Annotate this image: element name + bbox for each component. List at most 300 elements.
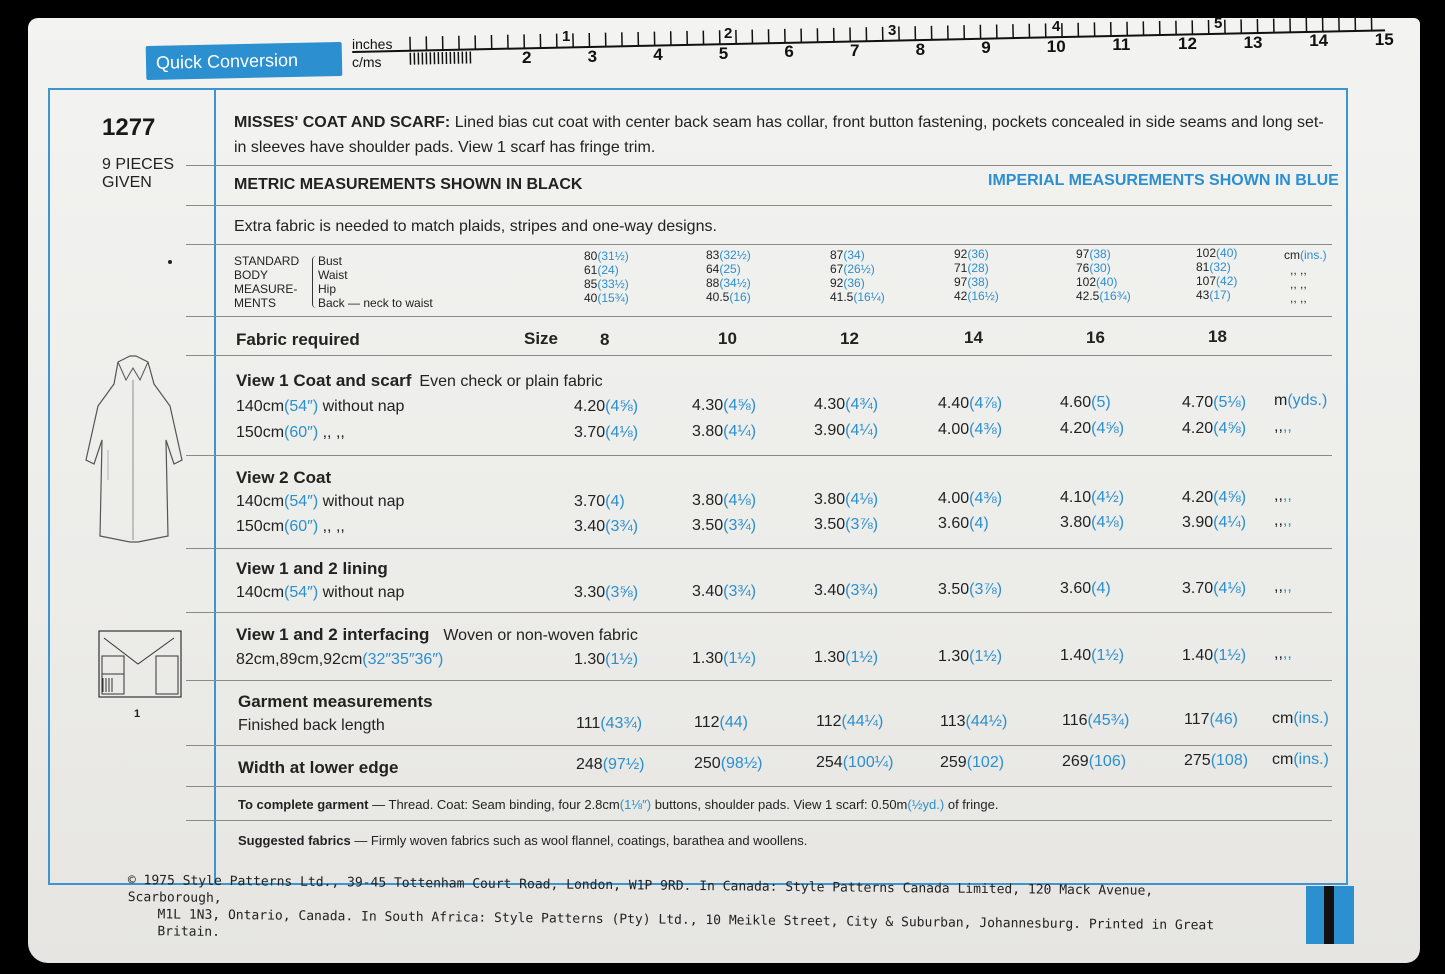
metric-amount: 1.40 (1060, 647, 1092, 665)
imperial-amount: (1½) (845, 649, 879, 667)
unit-label (1274, 578, 1292, 596)
metric-amount: 1.40 (1182, 646, 1214, 664)
body-part-label: Hip (318, 282, 337, 296)
fabric-yardage-value (814, 422, 878, 440)
to-complete-label: To complete garment (238, 797, 369, 812)
size-column-header: 16 (1086, 327, 1105, 347)
view-1-heading (236, 371, 603, 391)
width-lower-edge-value (816, 754, 893, 772)
fabric-yardage-value (938, 648, 1002, 666)
fabric-yardage-value (1060, 514, 1124, 532)
metric-amount: 259 (940, 753, 967, 771)
body-measure-label: MEASURE- (234, 282, 298, 296)
unit-ins: (ins.) (1293, 710, 1329, 727)
ditto-mark: ,, ,, (1290, 291, 1307, 305)
imperial-value: (16¾) (1099, 288, 1131, 303)
metric-amount: 1.30 (814, 649, 846, 667)
back-length-value (816, 713, 883, 731)
fabric-yardage-value (692, 492, 756, 510)
body-part-label: Waist (318, 268, 348, 282)
metric-amount: 1.30 (938, 648, 970, 666)
ruler-cm-number: 15 (1374, 29, 1394, 49)
description (234, 110, 1334, 160)
metric-amount: 248 (576, 756, 603, 773)
imperial-amount: (4) (605, 493, 625, 510)
unit-metric: ,, (1274, 645, 1283, 662)
size-label: Size (524, 329, 559, 348)
fabric-yardage-value (574, 493, 625, 511)
imperial-value: (31½) (597, 249, 629, 263)
fabric-yardage-value (1182, 514, 1246, 532)
pieces-line-2: GIVEN (102, 174, 152, 191)
unit-cm: cm (1272, 751, 1294, 768)
metric-amount: 3.90 (1182, 513, 1214, 531)
body-measure-value (954, 276, 989, 289)
divider (186, 244, 1332, 245)
metric-width: 140cm (236, 493, 285, 510)
back-length-value (1184, 711, 1238, 729)
body-measure-value (706, 277, 751, 290)
imperial-amount: (1½) (605, 651, 639, 668)
unit-label (1272, 751, 1329, 769)
unit-imperial: ,, (1282, 418, 1292, 435)
fabric-yardage-value (938, 421, 1002, 439)
divider (186, 165, 1332, 166)
unit-metric: ,, (1274, 512, 1283, 529)
metric-amount: 4.20 (574, 398, 606, 415)
metric-amount: 3.80 (692, 492, 724, 510)
body-measure-label: MENTS (234, 296, 276, 310)
imperial-value: (32½) (719, 248, 751, 263)
fabric-yardage-value (1060, 647, 1124, 665)
metric-amount: 113 (940, 712, 966, 730)
fabric-yardage-value (814, 396, 878, 414)
unit-cm: cm (1284, 248, 1300, 262)
size-column-header: 14 (964, 328, 983, 348)
unit-imperial: (yds.) (1287, 392, 1328, 409)
ruler-inch-number: 3 (888, 21, 897, 39)
ruler-cm-number: 6 (784, 42, 794, 62)
divider (186, 745, 1332, 746)
fabric-yardage-value (574, 584, 638, 602)
metric-amount: 250 (694, 755, 721, 773)
imperial-amount: (44¼) (841, 713, 884, 731)
imperial-amount: (44½) (965, 712, 1008, 730)
unit-metric: m (1274, 392, 1288, 409)
metric-label: METRIC MEASUREMENTS SHOWN IN BLACK (234, 176, 583, 193)
imperial-value: (17) (1209, 288, 1231, 302)
metric-value: 92 (830, 275, 844, 290)
fabric-yardage-value (1182, 580, 1246, 598)
width-lower-edge-value (940, 754, 1004, 772)
imperial-amount: (4⅝) (605, 398, 639, 415)
body-measure-value (830, 277, 865, 290)
imperial-value: (36) (843, 275, 865, 290)
body-part-label: Bust (318, 254, 343, 268)
imperial-amount: (1½) (1213, 646, 1247, 664)
unit-label (1284, 249, 1327, 262)
metric-value: 85 (584, 277, 598, 291)
body-measure-value (706, 249, 751, 262)
metric-width: 150cm (236, 424, 285, 441)
color-swatch-stripe (1324, 886, 1334, 944)
ruler-cm-number: 10 (1046, 36, 1066, 56)
metric-value: 40 (584, 291, 598, 305)
imperial-amount: (46) (1209, 711, 1238, 728)
notions-text: buttons, shoulder pads. View 1 scarf: 0.50m (651, 797, 908, 812)
imperial-value: (34½) (719, 276, 751, 291)
notions-text: of fringe. (944, 797, 999, 812)
imperial-amount: (4⅛) (1091, 514, 1125, 532)
divider (186, 786, 1332, 787)
divider (186, 612, 1332, 613)
imperial-label: IMPERIAL MEASUREMENTS SHOWN IN BLUE (988, 172, 1339, 189)
fabric-yardage-value (574, 651, 638, 669)
body-measure-value (1196, 289, 1231, 302)
metric-value: 43 (1196, 288, 1210, 302)
unit-metric: ,, (1274, 487, 1283, 504)
width-lower-edge-value (1184, 752, 1248, 770)
metric-amount: 3.40 (692, 583, 724, 601)
view-title: View 1 Coat and scarf (236, 371, 412, 390)
unit-metric: ,, (1274, 418, 1283, 435)
ruler-cm-number: 11 (1112, 35, 1131, 55)
back-length-value (940, 713, 1007, 731)
fabric-yardage-value (814, 491, 878, 509)
fabric-yardage-value (1182, 420, 1246, 438)
divider (186, 355, 1332, 356)
metric-amount: 254 (816, 754, 843, 772)
width-note: ,, ,, (318, 424, 345, 441)
ruler-cm-number: 2 (522, 48, 532, 67)
suggested-label: Suggested fabrics (238, 833, 351, 848)
metric-amount: 4.30 (692, 397, 724, 415)
imperial-amount: (100¼) (842, 754, 894, 772)
imperial-width: (54″) (284, 584, 319, 601)
metric-amount: 4.30 (814, 396, 846, 414)
unit-label (1274, 512, 1292, 530)
size-column-header: 8 (600, 330, 610, 349)
ruler-inches-label: inches (352, 36, 393, 52)
width-note: without nap (318, 398, 405, 415)
extra-fabric-note: Extra fabric is needed to match plaids, stripes and one-way designs. (234, 218, 717, 235)
imperial-amount: (1½) (969, 648, 1003, 666)
metric-width: 82cm,89cm,92cm (236, 651, 363, 668)
imperial-value: (32) (1209, 260, 1231, 274)
imperial-amount: (4⅝) (1213, 488, 1247, 506)
metric-value: 64 (706, 262, 720, 277)
notions-imperial: (1⅛″) (619, 797, 652, 812)
view-title: View 1 and 2 interfacing (236, 625, 430, 644)
imperial-amount: (102) (966, 753, 1005, 771)
metric-amount: 4.00 (938, 490, 970, 508)
metric-amount: 1.30 (692, 650, 724, 668)
imperial-amount: (97½) (602, 756, 645, 773)
width-lower-edge-value (1062, 753, 1126, 771)
metric-width: 140cm (236, 584, 285, 601)
imperial-amount: (45¾) (1087, 711, 1130, 729)
imperial-amount: (106) (1088, 752, 1127, 770)
width-note: without nap (318, 493, 405, 510)
metric-value: 81 (1196, 260, 1210, 274)
imperial-amount: (44) (719, 714, 748, 732)
ruler-inch-number: 4 (1052, 18, 1061, 36)
metric-amount: 112 (816, 713, 842, 731)
metric-amount: 3.30 (574, 584, 606, 601)
quick-conversion-badge: Quick Conversion (146, 42, 343, 80)
divider (186, 316, 1332, 317)
imperial-amount: (1½) (1091, 647, 1125, 665)
fabric-yardage-value (574, 424, 638, 442)
fabric-yardage-value (938, 395, 1002, 413)
fabric-yardage-value (814, 516, 878, 534)
metric-value: 92 (954, 247, 968, 262)
body-measure-value (830, 291, 885, 304)
imperial-value: (38) (967, 275, 989, 290)
size-column-header: 12 (840, 328, 859, 348)
imperial-value: (33½) (597, 277, 629, 291)
width-note: without nap (318, 584, 405, 601)
unit-label (1274, 645, 1292, 663)
fabric-yardage-value (1060, 489, 1124, 507)
ruler-cm-number: 13 (1243, 32, 1263, 52)
metric-amount: 4.60 (1060, 394, 1092, 412)
ruler-cm-number: 4 (653, 45, 663, 65)
metric-amount: 112 (694, 714, 720, 732)
body-measure-value (830, 263, 875, 276)
body-measure-value (1076, 276, 1117, 289)
ruler-inch-number: 5 (1214, 15, 1223, 33)
divider (186, 820, 1332, 821)
pieces-line-1: 9 PIECES (102, 156, 175, 173)
metric-amount: 116 (1062, 711, 1088, 729)
imperial-value: (42) (1216, 274, 1238, 288)
metric-amount: 4.20 (1182, 488, 1214, 506)
fabric-yardage-value (1060, 580, 1111, 598)
imperial-amount: (4⅛) (605, 424, 639, 441)
imperial-value: (30) (1089, 260, 1111, 275)
ruler-cm-number: 12 (1178, 34, 1197, 53)
imperial-amount: (43¾) (600, 715, 643, 732)
imperial-amount: (4¼) (723, 423, 757, 441)
body-measure-value (584, 292, 629, 305)
body-measure-value (954, 248, 989, 261)
coat-illustration (78, 350, 188, 570)
unit-ins: (ins.) (1300, 248, 1327, 262)
piece-number-label: 1 (134, 708, 141, 720)
back-length-value (576, 715, 642, 733)
ruler-cm-number: 7 (850, 41, 860, 60)
metric-amount: 4.20 (1182, 419, 1214, 437)
fabric-required-heading: Fabric required (236, 330, 360, 349)
sidebar (50, 90, 216, 883)
metric-width: 150cm (236, 518, 285, 535)
imperial-amount: (3¾) (845, 582, 879, 600)
metric-amount: 275 (1184, 752, 1211, 769)
fabric-yardage-value (692, 583, 756, 601)
metric-amount: 3.70 (574, 424, 606, 441)
metric-value: 80 (584, 249, 598, 263)
imperial-amount: (4½) (1091, 489, 1125, 507)
fabric-yardage-value (692, 650, 756, 668)
imperial-value: (36) (967, 247, 989, 262)
imperial-amount: (4⅝) (723, 397, 757, 415)
metric-value: 107 (1196, 274, 1217, 288)
view-subtitle: Woven or non-woven fabric (443, 627, 638, 644)
imperial-amount: (1½) (723, 650, 757, 668)
metric-value: 87 (830, 247, 844, 262)
imperial-value: (16¼) (853, 289, 885, 304)
imperial-amount: (4⅛) (1213, 579, 1247, 597)
footer-line-2: M1L 1N3, Ontario, Canada. In South Africa: Style Patterns (Pty) Ltd., 10 Meikle Street, City & Suburban, Johannesburg. Printed in Great Britain. (157, 907, 1215, 940)
to-complete-garment (238, 797, 998, 812)
unit-imperial: ,, (1282, 512, 1292, 529)
width-lower-edge-label: Width at lower edge (238, 758, 399, 777)
fabric-width-label (236, 584, 404, 602)
metric-amount: 3.50 (692, 517, 724, 535)
imperial-value: (16) (729, 290, 751, 305)
fabric-yardage-value (1182, 394, 1246, 412)
pieces-count (102, 156, 174, 192)
metric-value: 71 (954, 261, 968, 276)
ruler-cms-label: c/ms (352, 54, 382, 70)
unit-label (1274, 418, 1292, 436)
unit-cm: cm (1272, 710, 1294, 727)
imperial-amount: (4⅜) (969, 490, 1003, 508)
view-subtitle: Even check or plain fabric (419, 373, 603, 390)
fabric-width-label (236, 493, 404, 511)
body-measure-label: BODY (234, 268, 269, 282)
fabric-yardage-value (938, 515, 989, 533)
notions-imperial: (½yd.) (907, 797, 945, 812)
metric-amount: 4.40 (938, 395, 970, 413)
imperial-amount: (4⅝) (1091, 420, 1125, 438)
metric-amount: 4.70 (1182, 393, 1214, 411)
ruler-cm-number: 8 (915, 39, 926, 59)
width-lower-edge-value (694, 755, 763, 773)
body-measure-value (584, 250, 629, 263)
ruler-cm-number: 14 (1309, 31, 1329, 51)
fabric-yardage-value (814, 649, 878, 667)
fabric-width-label (236, 651, 443, 669)
metric-amount: 3.40 (814, 582, 846, 600)
ruler-cm-number: 9 (981, 38, 991, 58)
imperial-amount: (4⅞) (969, 395, 1003, 413)
imperial-amount: (3⅞) (969, 581, 1003, 599)
metric-amount: 269 (1062, 752, 1089, 770)
metric-value: 61 (584, 263, 598, 277)
metric-value: 88 (706, 276, 720, 291)
imperial-value: (25) (719, 262, 741, 277)
metric-width: 140cm (236, 398, 285, 415)
metric-amount: 3.50 (814, 516, 846, 534)
fabric-yardage-value (574, 398, 638, 416)
unit-label (1272, 710, 1329, 728)
metric-amount: 117 (1184, 711, 1210, 728)
unit-label (1274, 392, 1327, 410)
unit-label (1274, 487, 1292, 505)
metric-amount: 3.50 (938, 581, 970, 599)
metric-amount: 3.90 (814, 422, 846, 440)
metric-amount: 4.10 (1060, 489, 1092, 507)
metric-value: 40.5 (706, 290, 730, 305)
imperial-amount: (5) (1091, 394, 1111, 412)
body-measure-value (1076, 262, 1111, 275)
finished-back-length-label: Finished back length (238, 717, 385, 734)
metric-value: 42 (954, 289, 968, 304)
fabric-yardage-value (692, 423, 756, 441)
divider (186, 548, 1332, 549)
metric-amount: 3.80 (692, 423, 724, 441)
imperial-value: (16½) (967, 289, 999, 304)
ditto-mark: ,, ,, (1290, 277, 1307, 291)
imperial-value: (24) (597, 263, 619, 277)
size-column-header: 10 (718, 329, 737, 349)
metric-amount: 4.20 (1060, 420, 1092, 438)
fabric-yardage-value (574, 518, 638, 536)
metric-value: 102 (1196, 246, 1217, 260)
imperial-amount: (3¾) (605, 518, 639, 535)
width-lower-edge-value (576, 756, 645, 774)
fabric-yardage-value (1182, 489, 1246, 507)
size-column-header: 18 (1208, 327, 1227, 346)
body-measure-label: STANDARD (234, 254, 300, 268)
back-length-value (1062, 712, 1129, 730)
metric-amount: 1.30 (574, 651, 606, 668)
fabric-yardage-value (814, 582, 878, 600)
imperial-width: (54″) (284, 493, 319, 510)
imperial-amount: (4¾) (845, 396, 879, 414)
garment-measurements-heading: Garment measurements (238, 692, 433, 711)
metric-amount: 3.80 (1060, 514, 1092, 532)
imperial-width: (32″35″36″) (362, 651, 444, 668)
imperial-amount: (3⅝) (605, 584, 639, 601)
imperial-amount: (3¾) (723, 583, 757, 601)
description-line-2: sleeves have shoulder pads. View 1 scarf has fringe trim. (250, 139, 656, 156)
fabric-yardage-value (938, 490, 1002, 508)
suggested-text: — Firmly woven fabrics such as wool flannel, coatings, barathea and woollens. (350, 833, 808, 848)
ditto-mark: ,, ,, (1290, 263, 1307, 277)
imperial-amount: (3¾) (723, 517, 757, 535)
fabric-yardage-value (1060, 394, 1111, 412)
fabric-width-label (236, 518, 345, 536)
body-part-label: Back — neck to waist (318, 296, 433, 310)
suggested-fabrics (238, 833, 807, 848)
metric-value: 67 (830, 261, 844, 276)
metric-amount: 3.70 (574, 493, 606, 510)
metric-amount: 3.70 (1182, 579, 1214, 597)
pattern-number: 1277 (102, 114, 156, 141)
back-length-value (694, 714, 748, 732)
unit-imperial: ,, (1282, 645, 1292, 662)
imperial-amount: (5⅛) (1213, 393, 1247, 411)
width-note: ,, ,, (318, 518, 345, 535)
ruler-inch-number: 2 (724, 24, 733, 42)
imperial-amount: (4¼) (845, 422, 879, 440)
imperial-value: (40) (1096, 274, 1118, 289)
imperial-amount: (98½) (720, 755, 763, 773)
divider (186, 455, 1332, 456)
imperial-width: (60″) (284, 518, 319, 535)
metric-amount: 111 (576, 715, 601, 732)
imperial-amount: (3⅞) (845, 516, 879, 534)
body-measure-value (584, 278, 629, 291)
body-measure-value (830, 249, 865, 262)
imperial-value: (15¾) (597, 291, 629, 305)
ruler-inch-number: 1 (562, 28, 571, 45)
notions-text: — Thread. Coat: Seam binding, four 2.8cm (368, 797, 620, 812)
imperial-width: (60″) (284, 424, 319, 441)
